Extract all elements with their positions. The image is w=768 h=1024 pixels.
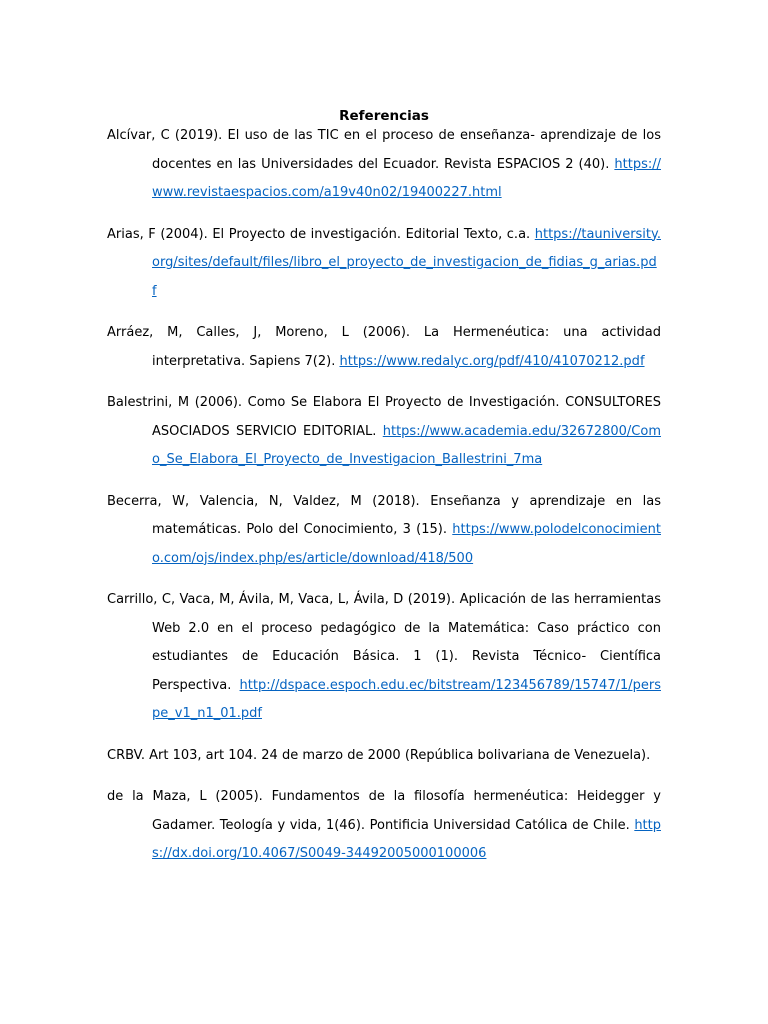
reference-item <box>107 319 661 376</box>
reference-link[interactable]: https://www.redalyc.org/pdf/410/41070212.pdf <box>339 353 645 369</box>
reference-text: Alcívar, C (2019). El uso de las TIC en el proceso de enseñanza- aprendizaje de los docentes en las Universidades del Ecuador. Revista ESPACIOS 2 (40). <box>107 128 661 172</box>
reference-text: Arias, F (2004). El Proyecto de investigación. Editorial Texto, c.a. <box>107 226 535 242</box>
reference-item <box>107 783 661 869</box>
reference-list <box>107 122 661 879</box>
reference-text: Balestrini, M (2006). Como Se Elabora El Proyecto de Investigación. CONSULTORES ASOCIADOS SERVICIO EDITORIAL. <box>107 395 661 439</box>
reference-link[interactable]: https://www.academia.edu/32672800/Como_Se_Elabora_El_Proyecto_de_Investigacion_Ballestrini_7ma <box>152 423 661 467</box>
reference-item <box>107 122 661 208</box>
reference-text: Carrillo, C, Vaca, M, Ávila, M, Vaca, L, Ávila, D (2019). Aplicación de las herramientas Web 2.0 en el proceso pedagógico de la Matemática: Caso práctico con estudiantes de Educación Básica. 1 (1). Revista Técnico- Científica Perspectiva. <box>107 592 661 693</box>
reference-text: de la Maza, L (2005). Fundamentos de la filosofía hermenéutica: Heidegger y Gadamer. Teología y vida, 1(46). Pontificia Universidad Católica de Chile. <box>107 789 661 833</box>
reference-text: Becerra, W, Valencia, N, Valdez, M (2018). Enseñanza y aprendizaje en las matemáticas. Polo del Conocimiento, 3 (15). <box>107 493 661 537</box>
reference-item <box>107 488 661 574</box>
reference-link[interactable]: https://tauniversity.org/sites/default/files/libro_el_proyecto_de_investigacion_de_fidias_g_arias.pdf <box>152 226 661 299</box>
reference-link[interactable]: https://www.polodelconocimiento.com/ojs/index.php/es/article/download/418/500 <box>152 522 661 566</box>
reference-item <box>107 742 661 771</box>
reference-link[interactable]: http://dspace.espoch.edu.ec/bitstream/123456789/15747/1/perspe_v1_n1_01.pdf <box>152 677 661 721</box>
reference-text: CRBV. Art 103, art 104. 24 de marzo de 2000 (República bolivariana de Venezuela). <box>107 747 651 763</box>
page-title: Referencias <box>339 108 429 124</box>
reference-item <box>107 586 661 729</box>
reference-text: Arráez, M, Calles, J, Moreno, L (2006). La Hermenéutica: una actividad interpretativa. Sapiens 7(2). <box>107 325 661 369</box>
reference-link[interactable]: https://dx.doi.org/10.4067/S0049-34492005000100006 <box>152 817 661 861</box>
reference-item <box>107 221 661 307</box>
reference-item <box>107 389 661 475</box>
reference-link[interactable]: https://www.revistaespacios.com/a19v40n02/19400227.html <box>152 156 661 200</box>
